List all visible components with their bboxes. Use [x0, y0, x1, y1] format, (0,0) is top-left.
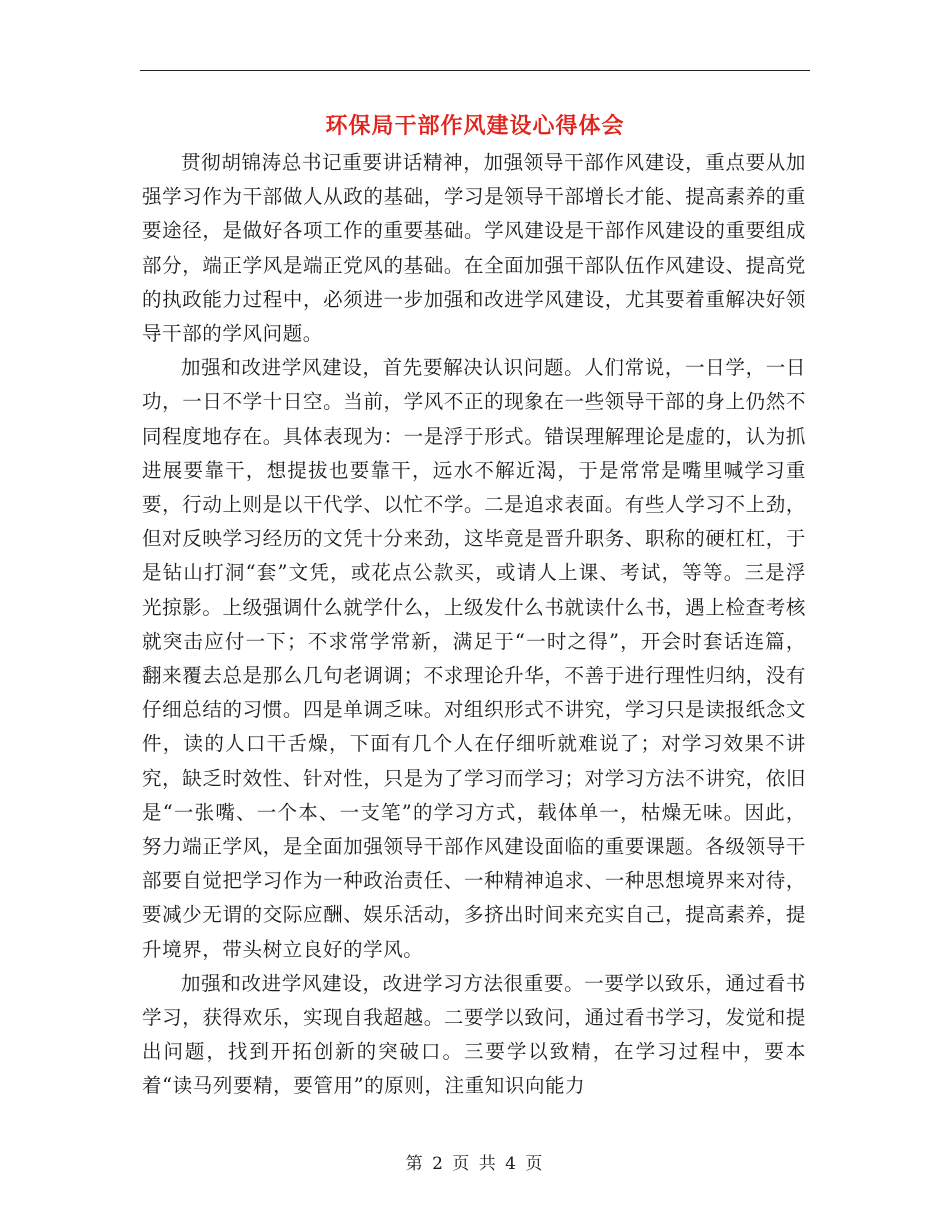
paragraph-2: 加强和改进学风建设，首先要解决认识问题。人们常说，一日学，一日功，一日不学十日空。当前，学风不正的现象在一些领导干部的身上仍然不同程度地存在。具体表现为：一是浮于形式。错误理解理论是虚的，认为抓进展要靠干，想提拔也要靠干，远水不解近渴，于是常常是嘴里喊学习重要，行动上则是以干代学、以忙不学。二是追求表面。有些人学习不上劲，但对反映学习经历的文凭十分来劲，这毕竟是晋升职务、职称的硬杠杠，于是钻山打洞“套”文凭，或花点公款买，或请人上课、考试，等等。三是浮光掠影。上级强调什么就学什么，上级发什么书就读什么书，遇上检查考核就突击应付一下；不求常学常新，满足于“一时之得”，开会时套话连篇，翻来覆去总是那么几句老调调；不求理论升华，不善于进行理性归纳，没有仔细总结的习惯。四是单调乏味。对组织形式不讲究，学习只是读报纸念文件，读的人口干舌燥，下面有几个人在仔细听就难说了；对学习效果不讲究，缺乏时效性、针对性，只是为了学习而学习；对学习方法不讲究，依旧是“一张嘴、一个本、一支笔”的学习方式，载体单一，枯燥无味。因此，努力端正学风，是全面加强领导干部作风建设面临的重要课题。各级领导干部要自觉把学习作为一种政治责任、一种精神追求、一种思想境界来对待，要减少无谓的交际应酬、娱乐活动，多挤出时间来充实自己，提高素养，提升境界，带头树立良好的学风。 [142, 356, 806, 961]
paragraph-1: 贯彻胡锦涛总书记重要讲话精神，加强领导干部作风建设，重点要从加强学习作为干部做人从政的基础，学习是领导干部增长才能、提高素养的重要途径，是做好各项工作的重要基础。学风建设是干部作风建设的重要组成部分，端正学风是端正党风的基础。在全面加强干部队伍作风建设、提高党的执政能力过程中，必须进一步加强和改进学风建设，尤其要着重解决好领导干部的学风问题。 [142, 151, 806, 346]
paragraph-3: 加强和改进学风建设，改进学习方法很重要。一要学以致乐，通过看书学习，获得欢乐，实现自我超越。二要学以致问，通过看书学习，发觉和提出问题，找到开拓创新的突破口。三要学以致精，在学习过程中，要本着“读马列要精，要管用”的原则，注重知识向能力 [142, 971, 806, 1098]
page-number-footer: 第 2 页 共 4 页 [405, 1154, 545, 1174]
header-rule [140, 70, 810, 71]
document-title: 环保局干部作风建设心得体会 [325, 113, 625, 139]
document-body [142, 146, 806, 1104]
